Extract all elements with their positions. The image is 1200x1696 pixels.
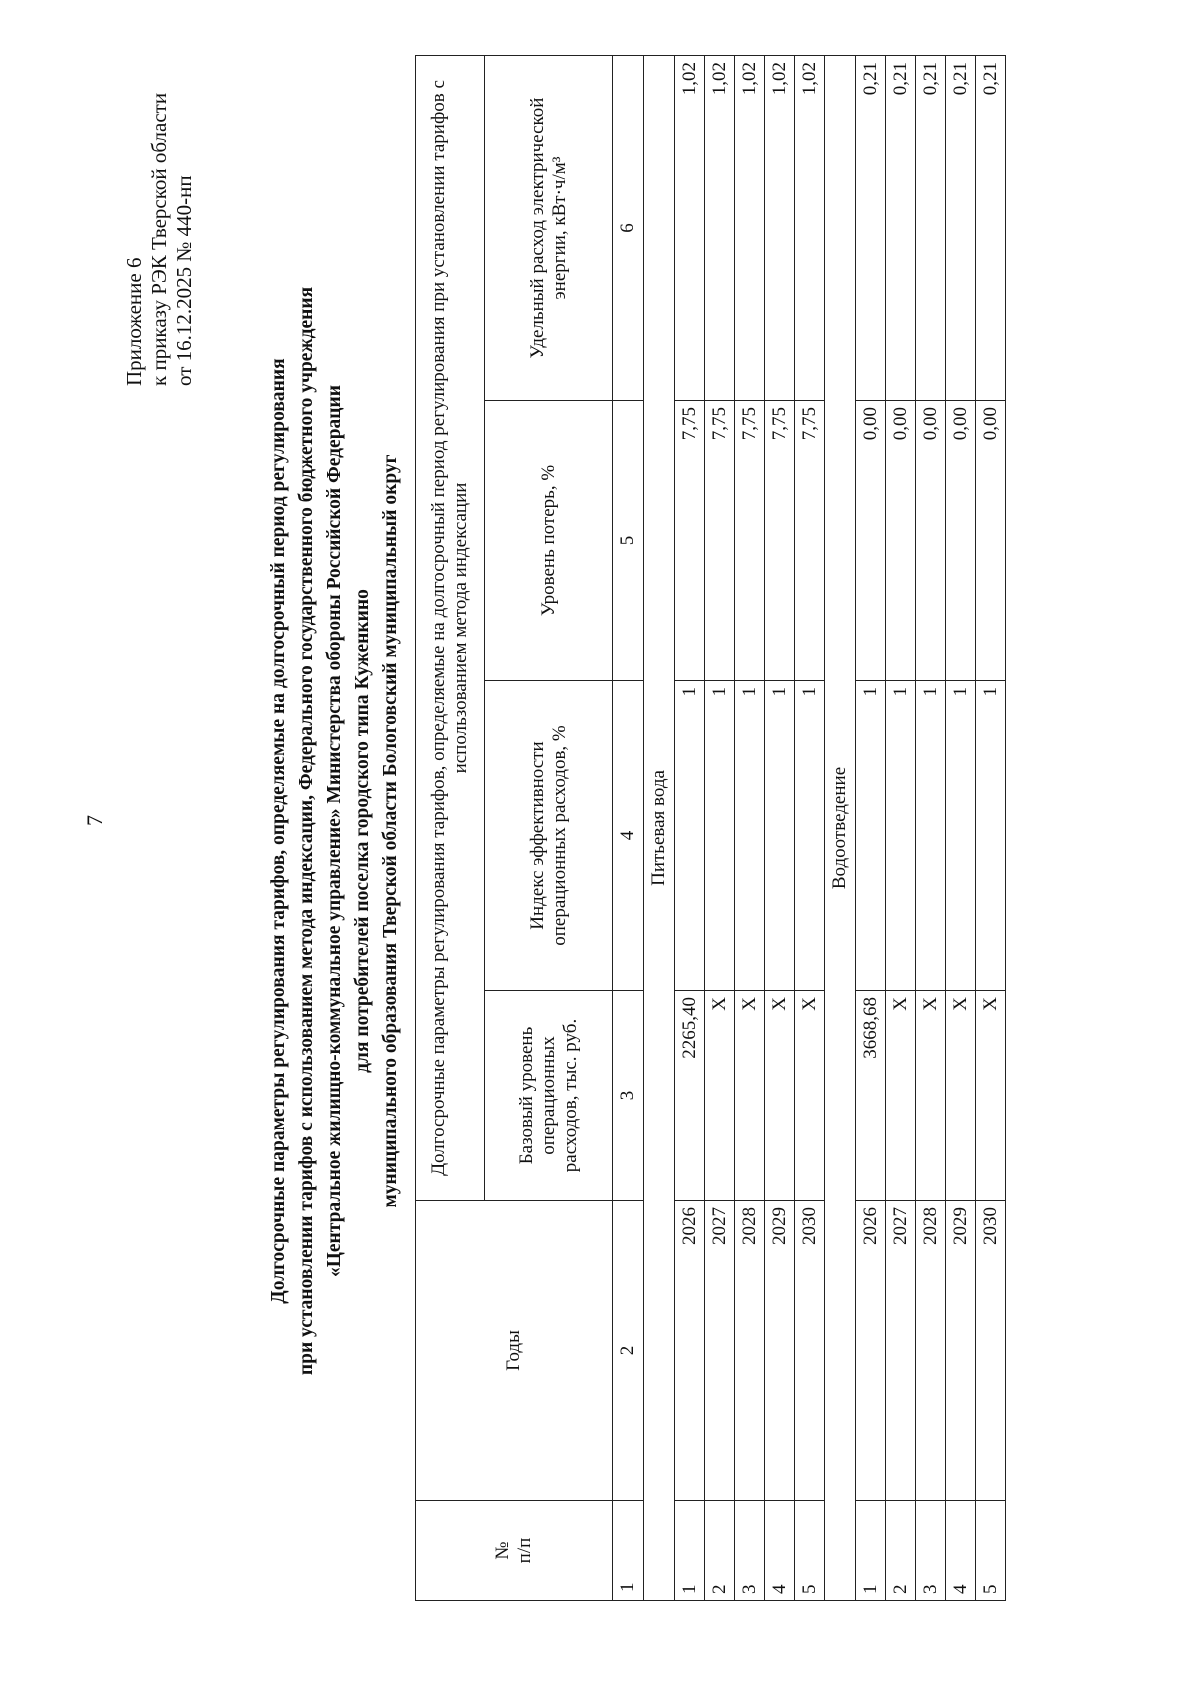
section-title: Питьевая вода — [644, 55, 675, 1600]
column-number: 3 — [613, 991, 644, 1201]
table-row — [705, 55, 735, 1600]
column-number: 4 — [613, 681, 644, 991]
table-row — [735, 55, 765, 1600]
column-number: 1 — [613, 1501, 644, 1601]
cell-electricity: 1,02 — [765, 55, 795, 400]
cell-electricity: 0,21 — [916, 55, 946, 400]
cell-year: 2028 — [916, 1201, 946, 1501]
cell-base-level: X — [735, 991, 765, 1201]
cell-loss-level: 0,00 — [946, 401, 976, 681]
table-row — [856, 55, 886, 1600]
cell-base-level: 2265,40 — [675, 991, 705, 1201]
cell-num: 5 — [976, 1501, 1006, 1601]
cell-electricity: 1,02 — [735, 55, 765, 400]
cell-base-level: 3668,68 — [856, 991, 886, 1201]
section-title: Водоотведение — [825, 55, 856, 1600]
table-row — [765, 55, 795, 1600]
cell-efficiency-index: 1 — [916, 681, 946, 991]
column-number: 2 — [613, 1201, 644, 1501]
title-line: муниципального образования Тверской области Бологовский муниципальный округ — [380, 454, 401, 1208]
header-base-level: Базовый уровень операционных расходов, тыс. руб. — [485, 991, 613, 1201]
cell-num: 2 — [886, 1501, 916, 1601]
cell-year: 2029 — [765, 1201, 795, 1501]
cell-year: 2030 — [976, 1201, 1006, 1501]
cell-loss-level: 0,00 — [856, 401, 886, 681]
cell-electricity: 0,21 — [946, 55, 976, 400]
cell-electricity: 1,02 — [705, 55, 735, 400]
cell-base-level: X — [916, 991, 946, 1201]
cell-electricity: 0,21 — [976, 55, 1006, 400]
cell-efficiency-index: 1 — [946, 681, 976, 991]
title-line: Долгосрочные параметры регулирования тарифов, определяемые на долгосрочный период регулирования — [268, 358, 289, 1304]
cell-electricity: 0,21 — [856, 55, 886, 400]
section-row — [644, 55, 675, 1600]
page-number: 7 — [82, 815, 107, 826]
title-line: для потребителей поселка городского типа Куженкино — [352, 589, 373, 1073]
cell-electricity: 1,02 — [795, 55, 825, 400]
table-row — [946, 55, 976, 1600]
cell-electricity: 0,21 — [886, 55, 916, 400]
cell-efficiency-index: 1 — [705, 681, 735, 991]
cell-num: 3 — [916, 1501, 946, 1601]
table-row — [916, 55, 946, 1600]
cell-base-level: X — [765, 991, 795, 1201]
cell-num: 4 — [946, 1501, 976, 1601]
cell-num: 5 — [795, 1501, 825, 1601]
cell-efficiency-index: 1 — [976, 681, 1006, 991]
table-row — [886, 55, 916, 1600]
cell-loss-level: 0,00 — [886, 401, 916, 681]
column-number: 6 — [613, 55, 644, 400]
parameters-table — [415, 55, 1006, 1601]
cell-loss-level: 7,75 — [735, 401, 765, 681]
appendix-block — [122, 93, 197, 386]
cell-year: 2026 — [675, 1201, 705, 1501]
cell-loss-level: 0,00 — [976, 401, 1006, 681]
cell-num: 1 — [675, 1501, 705, 1601]
appendix-line: к приказу РЭК Тверской области — [147, 92, 171, 386]
document-title — [265, 206, 405, 1456]
cell-year: 2027 — [705, 1201, 735, 1501]
cell-year: 2029 — [946, 1201, 976, 1501]
cell-year: 2027 — [886, 1201, 916, 1501]
header-loss-level: Уровень потерь, % — [485, 401, 613, 681]
table-row — [976, 55, 1006, 1600]
cell-loss-level: 7,75 — [705, 401, 735, 681]
cell-efficiency-index: 1 — [886, 681, 916, 991]
cell-electricity: 1,02 — [675, 55, 705, 400]
cell-num: 4 — [765, 1501, 795, 1601]
cell-efficiency-index: 1 — [675, 681, 705, 991]
cell-year: 2026 — [856, 1201, 886, 1501]
column-number: 5 — [613, 401, 644, 681]
header-electricity: Удельный расход электрической энергии, кВт·ч/м³ — [485, 55, 613, 400]
cell-num: 3 — [735, 1501, 765, 1601]
table-row — [795, 55, 825, 1600]
cell-base-level: X — [976, 991, 1006, 1201]
header-efficiency-index: Индекс эффективности операционных расходов, % — [485, 681, 613, 991]
header-num: № п/п — [416, 1501, 613, 1601]
cell-year: 2028 — [735, 1201, 765, 1501]
cell-efficiency-index: 1 — [795, 681, 825, 991]
cell-efficiency-index: 1 — [765, 681, 795, 991]
cell-loss-level: 7,75 — [675, 401, 705, 681]
cell-efficiency-index: 1 — [735, 681, 765, 991]
cell-loss-level: 7,75 — [795, 401, 825, 681]
appendix-line: Приложение 6 — [122, 257, 146, 386]
title-line: при установлении тарифов с использованием метода индексации, Федерального государственного бюджетного учреждения — [296, 286, 317, 1376]
cell-year: 2030 — [795, 1201, 825, 1501]
cell-efficiency-index: 1 — [856, 681, 886, 991]
cell-loss-level: 0,00 — [916, 401, 946, 681]
cell-base-level: X — [705, 991, 735, 1201]
section-row — [825, 55, 856, 1600]
cell-base-level: X — [795, 991, 825, 1201]
title-line: «Центральное жилищно-коммунальное управление» Министерства обороны Российской Федерации — [324, 384, 345, 1278]
header-group: Долгосрочные параметры регулирования тарифов, определяемые на долгосрочный период регулирования при установлении тарифов с использованием метода индексации — [416, 55, 485, 1200]
cell-num: 1 — [856, 1501, 886, 1601]
cell-loss-level: 7,75 — [765, 401, 795, 681]
header-years: Годы — [416, 1201, 613, 1501]
table-body — [613, 55, 1006, 1600]
table-row — [675, 55, 705, 1600]
cell-num: 2 — [705, 1501, 735, 1601]
appendix-line: от 16.12.2025 № 440-нп — [172, 175, 196, 386]
column-number-row — [613, 55, 644, 1600]
cell-base-level: X — [946, 991, 976, 1201]
cell-base-level: X — [886, 991, 916, 1201]
